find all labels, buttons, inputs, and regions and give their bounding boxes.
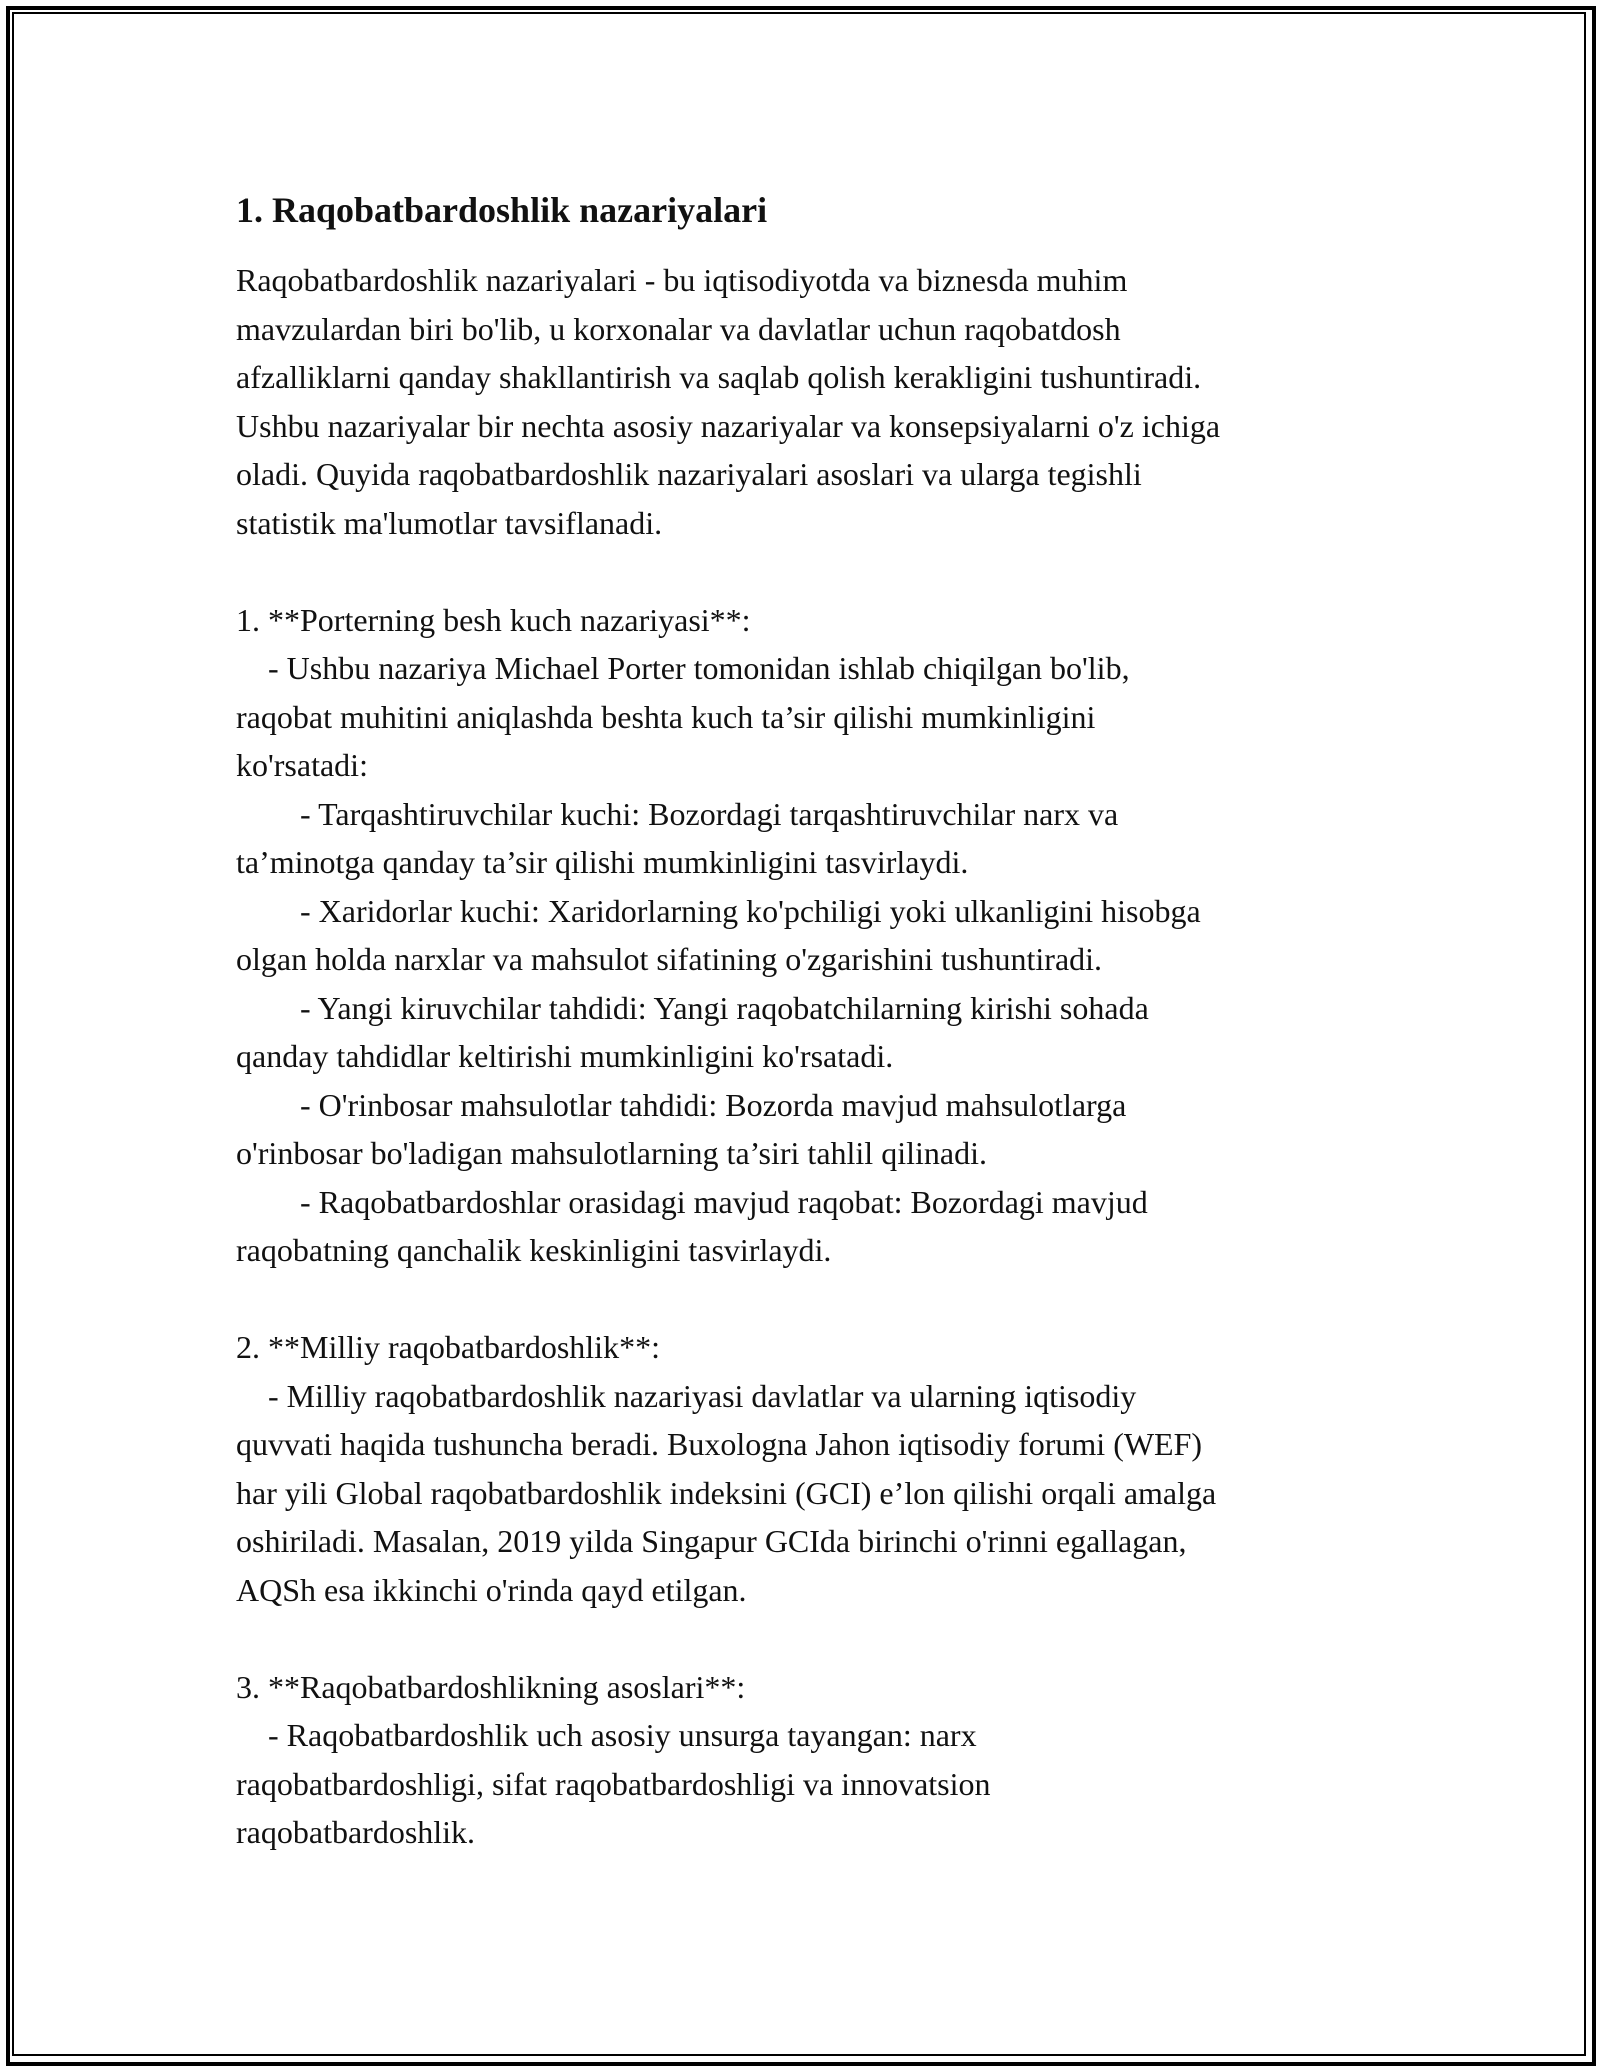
text-line: o'rinbosar bo'ladigan mahsulotlarning ta’siri tahlil qilinadi. xyxy=(236,1135,987,1171)
text-line: olgan holda narxlar va mahsulot sifatining o'zgarishini tushuntiradi. xyxy=(236,941,1103,977)
text-line: - Raqobatbardoshlar orasidagi mavjud raqobat: Bozordagi mavjud xyxy=(236,1183,1148,1220)
text-line: - Xaridorlar kuchi: Xaridorlarning ko'pchiligi yoki ulkanligini hisobga xyxy=(236,892,1201,929)
text-line: raqobatning qanchalik keskinligini tasvirlaydi. xyxy=(236,1232,832,1268)
text-line: - Milliy raqobatbardoshlik nazariyasi davlatlar va ularning iqtisodiy xyxy=(236,1377,1137,1414)
text-line: oladi. Quyida raqobatbardoshlik nazariyalari asoslari va ularga tegishli xyxy=(236,456,1142,492)
text-line: raqobat muhitini aniqlashda beshta kuch ta’sir qilishi mumkinligini xyxy=(236,698,1096,735)
blank-line xyxy=(236,547,1386,596)
national-competitiveness-section xyxy=(236,1323,1386,1614)
text-line: - Tarqashtiruvchilar kuchi: Bozordagi tarqashtiruvchilar narx va xyxy=(236,795,1119,832)
document-body xyxy=(236,186,1386,1857)
text-line: Ushbu nazariyalar bir nechta asosiy nazariyalar va konsepsiyalarni o'z ichiga xyxy=(236,407,1221,444)
text-line: - Yangi kiruvchilar tahdidi: Yangi raqobatchilarning kirishi sohada xyxy=(236,989,1149,1026)
text-line: raqobatbardoshligi, sifat raqobatbardoshligi va innovatsion xyxy=(236,1765,991,1802)
text-line: afzalliklarni qanday shakllantirish va saqlab qolish kerakligini tushuntiradi. xyxy=(236,359,1202,395)
text-line: ta’minotga qanday ta’sir qilishi mumkinligini tasvirlaydi. xyxy=(236,844,969,880)
text-line: oshiriladi. Masalan, 2019 yilda Singapur GCIda birinchi o'rinni egallagan, xyxy=(236,1523,1187,1559)
intro-paragraph xyxy=(236,256,1386,547)
text-line: - O'rinbosar mahsulotlar tahdidi: Bozorda mavjud mahsulotlarga xyxy=(236,1086,1127,1123)
text-line: Raqobatbardoshlik nazariyalari - bu iqtisodiyotda va biznesda muhim xyxy=(236,262,1128,298)
text-line: quvvati haqida tushuncha beradi. Buxologna Jahon iqtisodiy forumi (WEF) xyxy=(236,1426,1203,1462)
text-line: qanday tahdidlar keltirishi mumkinligini ko'rsatadi. xyxy=(236,1038,894,1074)
foundations-section xyxy=(236,1663,1386,1857)
blank-line xyxy=(236,1275,1386,1324)
porter-section xyxy=(236,596,1386,1275)
list-item-heading: 3. **Raqobatbardoshlikning asoslari**: xyxy=(236,1668,746,1705)
text-line: raqobatbardoshlik. xyxy=(236,1814,476,1850)
text-line: har yili Global raqobatbardoshlik indeksini (GCI) e’lon qilishi orqali amalga xyxy=(236,1474,1217,1511)
text-line: - Ushbu nazariya Michael Porter tomonidan ishlab chiqilgan bo'lib, xyxy=(236,650,1130,686)
list-item-heading: 1. **Porterning besh kuch nazariyasi**: xyxy=(236,601,751,638)
text-line: mavzulardan biri bo'lib, u korxonalar va davlatlar uchun raqobatdosh xyxy=(236,310,1121,347)
list-item-heading: 2. **Milliy raqobatbardoshlik**: xyxy=(236,1329,660,1365)
text-line: statistik ma'lumotlar tavsiflanadi. xyxy=(236,504,663,541)
blank-line xyxy=(236,1614,1386,1663)
text-line: ko'rsatadi: xyxy=(236,747,368,783)
text-line: AQSh esa ikkinchi o'rinda qayd etilgan. xyxy=(236,1571,747,1608)
section-heading: 1. Raqobatbardoshlik nazariyalari xyxy=(236,190,768,230)
text-line: - Raqobatbardoshlik uch asosiy unsurga tayangan: narx xyxy=(236,1717,977,1753)
